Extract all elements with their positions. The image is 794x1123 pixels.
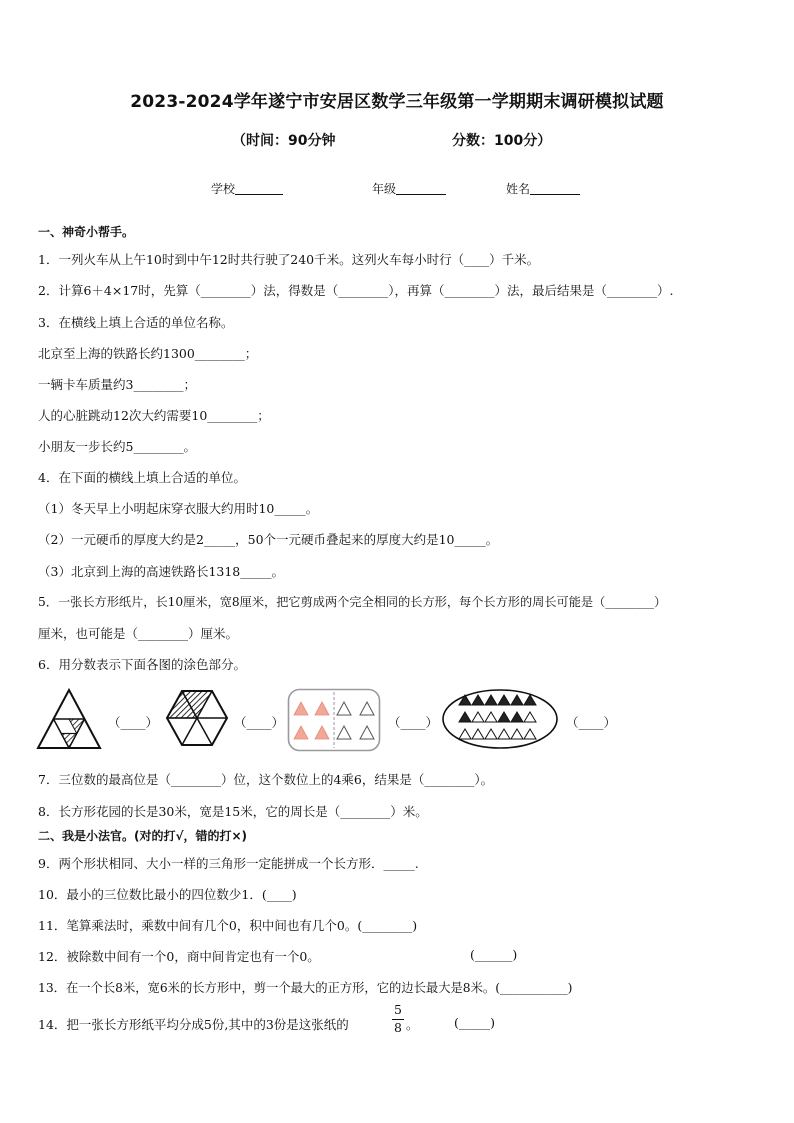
question-4: 4．在下面的横线上填上合适的单位。 [38, 470, 246, 485]
question-14-end: 。 [406, 1017, 419, 1032]
question-9: 9．两个形状相同、大小一样的三角形一定能拼成一个长方形．_____. [38, 856, 419, 871]
question-3b: 一辆卡车质量约3________； [38, 377, 196, 392]
figure-triangle [36, 688, 102, 750]
question-12-blank[interactable]: (______) [470, 947, 518, 962]
figure-rounded-box [287, 688, 381, 752]
question-13: 13．在一个长8米，宽6米的长方形中，剪一个最大的正方形，它的边长最大是8米。(___________) [38, 981, 573, 995]
question-5-line2: 厘米，也可能是（________）厘米。 [38, 626, 239, 641]
section-2-heading: 二、我是小法官。(对的打√，错的打×) [38, 829, 248, 843]
question-1: 1．一列火车从上午10时到中午12时共行驶了240千米。这列火车每小时行（____）千米。 [38, 252, 540, 267]
question-4-2: （2）一元硬币的厚度大约是2_____，50个一元硬币叠起来的厚度大约是10_____。 [38, 532, 499, 547]
question-3c: 人的心脏跳动12次大约需要10________； [38, 408, 270, 423]
exam-time: （时间：90分钟 [232, 133, 336, 149]
exam-score: 分数：100分） [452, 133, 552, 149]
grade-field[interactable] [372, 180, 446, 197]
question-5-line1: 5．一张长方形纸片，长10厘米，宽8厘米，把它剪成两个完全相同的长方形，每个长方形的周长可能是（________） [38, 595, 667, 609]
school-field[interactable] [211, 180, 283, 197]
question-10: 10．最小的三位数比最小的四位数少1．(____) [38, 887, 297, 902]
question-3d: 小朋友一步长约5________。 [38, 439, 196, 454]
question-8: 8．长方形花园的长是30米，宽是15米，它的周长是（________）米。 [38, 804, 428, 819]
fraction-denominator: 8 [394, 1019, 402, 1035]
question-14: 14．把一张长方形纸平均分成5份,其中的3份是这张纸的 [38, 1017, 349, 1032]
question-4-1: （1）冬天早上小明起床穿衣服大约用时10_____。 [38, 501, 319, 516]
question-12: 12．被除数中间有一个0，商中间肯定也有一个0。 [38, 949, 320, 964]
fraction-5-8 [392, 1004, 404, 1034]
figure-ellipse [441, 688, 559, 750]
page-title: 2023-2024学年遂宁市安居区数学三年级第一学期期末调研模拟试题 [130, 92, 664, 112]
name-field[interactable] [506, 180, 580, 197]
figure-3-answer[interactable]: （____） [388, 715, 439, 730]
figure-2-answer[interactable]: （____） [234, 715, 285, 730]
question-11: 11．笔算乘法时，乘数中间有几个0，积中间也有几个0。(________) [38, 918, 418, 933]
fraction-numerator: 5 [392, 1004, 404, 1020]
name-label: 姓名 [506, 182, 531, 196]
school-label: 学校 [211, 182, 236, 196]
question-4-3: （3）北京到上海的高速铁路长1318_____。 [38, 564, 285, 579]
question-3a: 北京至上海的铁路长约1300________； [38, 346, 258, 361]
figure-1-answer[interactable]: （____） [108, 715, 159, 730]
question-6: 6．用分数表示下面各图的涂色部分。 [38, 657, 246, 672]
grade-label: 年级 [372, 182, 397, 196]
figure-hexagon [165, 688, 229, 748]
question-3: 3．在横线上填上合适的单位名称。 [38, 315, 234, 330]
question-7: 7．三位数的最高位是（________）位，这个数位上的4乘6，结果是（________）。 [38, 772, 494, 787]
figure-4-answer[interactable]: （____） [566, 715, 617, 730]
question-2: 2．计算6＋4×17时，先算（________）法，得数是（________），再算（________）法，最后结果是（________）. [38, 283, 674, 298]
question-14-blank[interactable]: (_____) [454, 1015, 496, 1030]
section-1-heading: 一、神奇小帮手。 [38, 225, 135, 239]
